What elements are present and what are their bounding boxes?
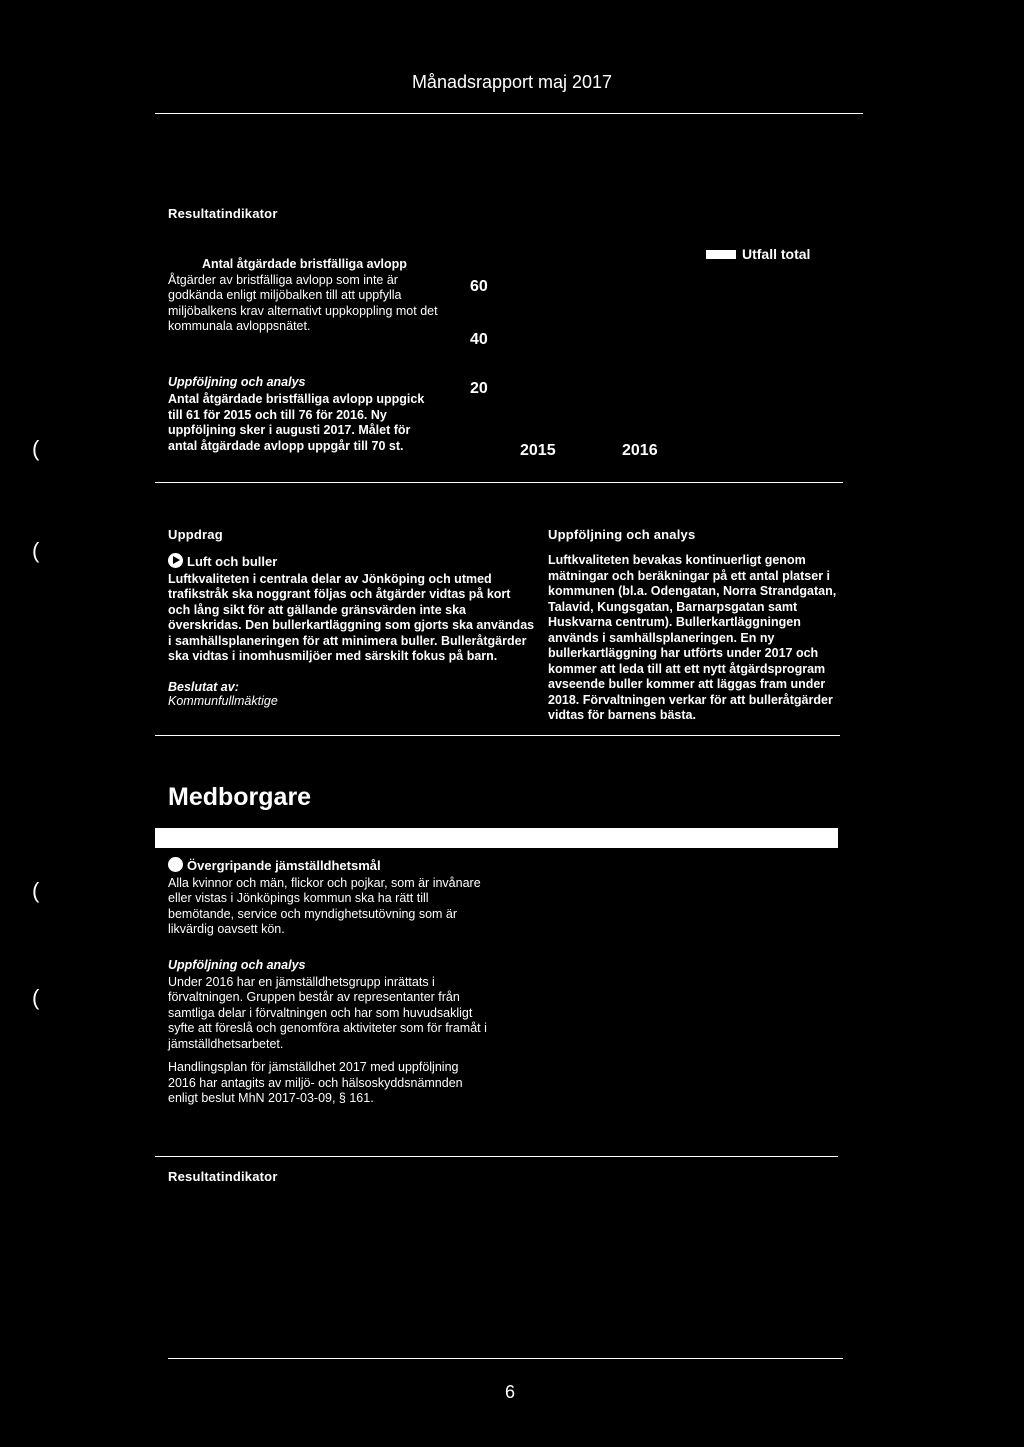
header-band [155,828,838,848]
x-tick-label: 2015 [520,442,556,459]
indicator-block [168,257,438,335]
indicator-description: Åtgärder av bristfälliga avlopp som inte är godkända enligt miljöbalken till att uppfylla miljöbalkens krav alternativt uppkoppling mot det kommunala avloppsnätet. [168,272,438,333]
chart-legend [706,246,810,262]
header-divider [155,113,863,114]
section-heading-medborgare: Medborgare [168,783,312,811]
legend-swatch [706,250,736,259]
chart [440,240,840,470]
decided-by: Kommunfullmäktige [168,693,278,708]
y-tick-label: 60 [470,278,488,295]
page-header-title: Månadsrapport maj 2017 [411,72,613,92]
section-divider [155,482,843,483]
section-label-resultatindikator-2: Resultatindikator [168,1169,278,1184]
goal-dot-icon [168,857,183,872]
section-label-resultatindikator: Resultatindikator [168,206,278,221]
goal-block-luft [168,553,536,709]
section-divider [155,735,840,736]
margin-mark: ( [32,538,40,563]
y-tick-label: 40 [470,331,488,348]
decided-label: Beslutat av: [168,679,239,694]
followup-text: Antal åtgärdade bristfälliga avlopp uppgick till 61 för 2015 och till 76 för 2016. Ny uppföljning sker i augusti 2017. Målet för antal åtgärdade avlopp uppgår till 70 st. [168,392,425,453]
y-tick-label: 20 [470,380,488,397]
followup-block [168,375,438,454]
legend-label: Utfall total [742,246,811,262]
goal-play-icon [168,553,183,568]
followup-text-p1: Under 2016 har en jämställdhetsgrupp inrättats i förvaltningen. Gruppen består av representanter från samtliga delar i förvaltningen och har som huvudsakligt syfte att föreslå och genomföra aktiviteter som för framåt i jämställdhetsarbetet. [168,974,487,1051]
followup-label-right: Uppföljning och analys [548,527,696,542]
goal-text: Alla kvinnor och män, flickor och pojkar, som är invånare eller vistas i Jönköpings kommun ska ha rätt till bemötande, service och myndighetsutövning som är likvärdig oavsett kön. [168,875,481,936]
x-tick-label: 2016 [622,442,658,459]
section-divider [155,1156,838,1157]
indicator-title: Antal åtgärdade bristfälliga avlopp [202,257,407,271]
goal-title: Luft och buller [187,554,278,569]
goal-block-jamstalldhet [168,857,488,1107]
goal-title: Övergripande jämställdhetsmål [187,858,381,873]
followup-label: Uppföljning och analys [168,375,306,389]
margin-mark: ( [32,985,40,1010]
footer-divider [168,1358,843,1359]
followup-text-right: Luftkvaliteten bevakas kontinuerligt genom mätningar och beräkningar på ett antal platser i kommunen (bl.a. Odengatan, Norra Strandgatan, Talavid, Kungsgatan, Barnarpsgatan samt Huskvarna centrum). Bullerkartläggningen används i samhällsplaneringen. En ny bullerkartläggning har utförts under 2017 och kommer att leda till att ett nytt åtgärdsprogram avseende buller kommer att läggas fram under 2018. Förvaltningen verkar för att bulleråtgärder vidtas för barnens bästa. [548,553,837,722]
followup-label: Uppföljning och analys [168,957,306,972]
margin-mark: ( [32,878,40,903]
page-number: 6 [504,1382,515,1402]
section-label-uppdrag: Uppdrag [168,527,223,542]
margin-mark: ( [32,436,40,461]
goal-text: Luftkvaliteten i centrala delar av Jönköping och utmed trafikstråk ska noggrant följas och åtgärder vidtas på kort och lång sikt för att gällande gränsvärden inte ska överskridas. Den bullerkartläggning som gjorts ska användas i samhällsplaneringen för att minimera buller. Bulleråtgärder ska vidtas i inomhusmiljöer med särskilt fokus på barn. [168,571,535,663]
followup-text-p2: Handlingsplan för jämställdhet 2017 med uppföljning 2016 har antagits av miljö- och hälsoskyddsnämnden enligt beslut MhN 2017-03-09, § 161. [168,1060,463,1105]
